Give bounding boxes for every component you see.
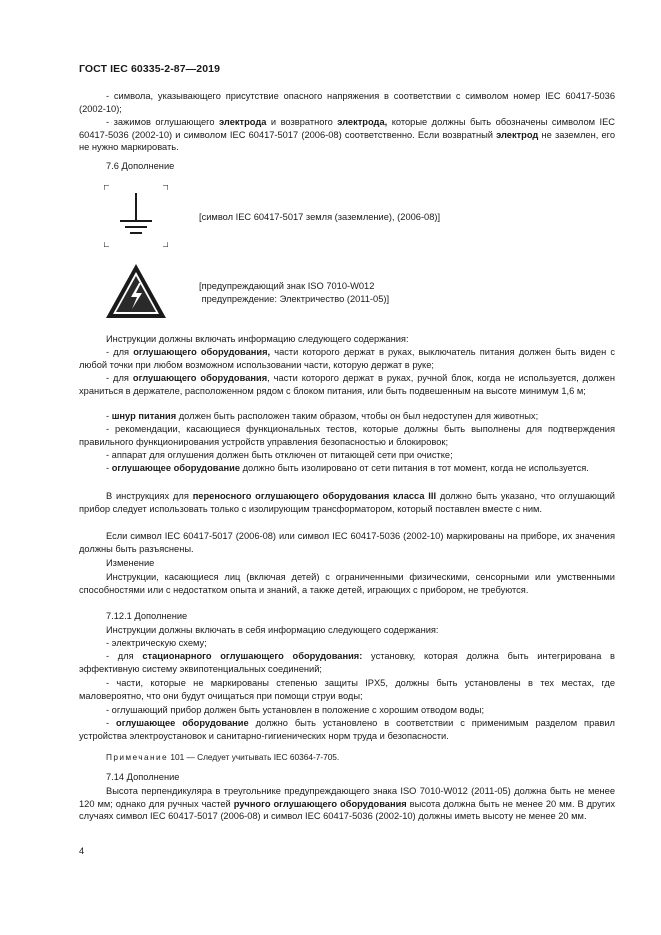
paragraph-triangle-height: Высота перпендикуляра в треугольнике предупреждающего знака ISO 7010-W012 (2011-05) должна быть не менее 120 мм; однако для ручных частей ручного оглушающего оборудования высота должна быть не менее 20 мм. В других случаях символ IEC 60417-5017 (2006-08) и символ IEC 60417-5036 (2002-10) должны иметь высоту не менее 20 мм.: [79, 786, 615, 822]
list-item-wiring-diagram: - электрическую схему;: [106, 638, 207, 648]
ground-symbol-caption: [символ IEC 60417-5017 земля (заземление), (2006-08)]: [199, 212, 441, 222]
list-item-handheld-holder: - для оглушающего оборудования, части которого держат в руках, ручной блок, когда не используется, должен храниться в держателе, расположенном рядом с блоком питания, или быть подвешенным на высоте минимум 1,6 м;: [79, 373, 615, 396]
list-item-disconnect-cleaning: - аппарат для оглушения должен быть отключен от питающей сети при очистке;: [106, 450, 453, 460]
paragraph-electrode-terminals: - зажимов оглушающего электрода и возвратного электрода, которые должны быть обозначены символом IEC 60417-5036 (2002-10) и символом IEC 60417-5017 (2006-08) соответственно. Если возвратный электрод не заземлен, его не нужно маркировать.: [79, 117, 615, 153]
paragraph-persons-limited: Инструкции, касающиеся лиц (включая детей) с ограниченными физическими, сенсорными или умственными способностями или с недостатком опыта и знаний, а также детей, играющих с прибором, не требуются.: [79, 572, 615, 595]
page-number: 4: [79, 846, 85, 856]
page-header-title: ГОСТ IEC 60335-2-87—2019: [79, 63, 221, 75]
list-item-installation-rules: - оглушающее оборудование должно быть установлено в соответствии с применимым разделом правил устройства электроустановок и санитарно-гигиенических норм труда и безопасности.: [79, 718, 615, 741]
list-item-ipx5: - части, которые не маркированы степенью защиты IPX5, должны быть установлены в тех местах, где маловероятно, что они будут очищаться при помощи струи воды;: [79, 678, 615, 701]
paragraph-symbols-explained: Если символ IEC 60417-5017 (2006-08) или символ IEC 60417-5036 (2002-10) маркированы на приборе, их значения должны быть разъяснены.: [79, 531, 615, 554]
warning-caption-line-1: [предупреждающий знак ISO 7010-W012: [199, 281, 375, 291]
paragraph-instructions-include: Инструкции должны включать в себя информацию следующего содержания:: [106, 625, 439, 635]
list-item-isolation: - оглушающее оборудование должно быть изолировано от сети питания в тот момент, когда не используется.: [106, 463, 589, 473]
warning-sign-caption: [199, 280, 389, 305]
section-7-14-heading: 7.14 Дополнение: [106, 772, 180, 782]
electricity-warning-icon: [105, 263, 167, 319]
paragraph-class-iii: В инструкциях для переносного оглушающего оборудования класса III должно быть указано, что оглушающий прибор следует использовать только с изолирующим трансформатором, который поставлен вместе с ним.: [79, 491, 615, 514]
heading-change: Изменение: [106, 558, 155, 568]
earth-ground-icon: [104, 185, 168, 247]
note-101: Примечание 101 — Следует учитывать IEC 60364-7-705.: [106, 752, 340, 762]
section-7-12-1-heading: 7.12.1 Дополнение: [106, 611, 188, 621]
section-7-6-heading: 7.6 Дополнение: [106, 161, 175, 171]
paragraph-instructions-intro: Инструкции должны включать информацию следующего содержания:: [106, 334, 409, 344]
list-item-drainage: - оглушающий прибор должен быть установлен в положение с хорошим отводом воды;: [106, 705, 485, 715]
warning-caption-line-2: предупреждение: Электричество (2011-05)]: [199, 293, 390, 304]
list-item-functional-tests: - рекомендации, касающиеся функциональных тестов, которые должны быть выполнены для подтверждения правильного функционирования устройств управления безопасностью и блокировок;: [79, 424, 615, 447]
list-item-power-cord: - шнур питания должен быть расположен таким образом, чтобы он был недоступен для животных;: [106, 411, 539, 421]
list-item-handheld-switch: - для оглушающего оборудования, части которого держат в руках, выключатель питания должен быть виден с любой точки при любом возможном использовании части, которую держат в руке;: [79, 347, 615, 370]
paragraph-symbol-voltage: - символа, указывающего присутствие опасного напряжения в соответствии с символом номер IEC 60417-5036 (2002-10);: [79, 91, 615, 114]
list-item-stationary-equipment: - для стационарного оглушающего оборудования: установку, которая должна быть интегрирована в эффективную систему эквипотенциальных соединений;: [79, 651, 615, 674]
